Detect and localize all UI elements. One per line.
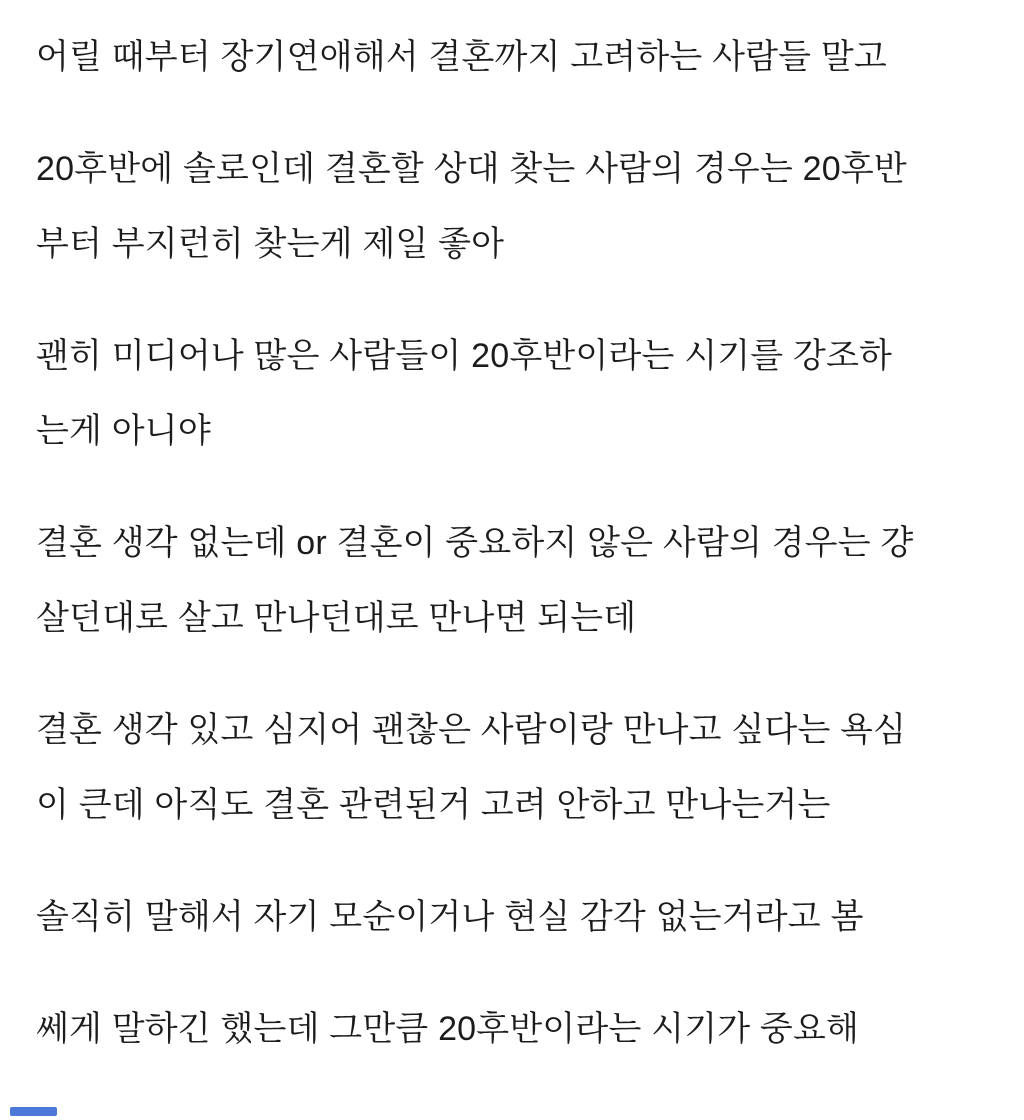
text-line: 어릴 때부터 장기연애해서 결혼까지 고려하는 사람들 말고 <box>36 38 887 76</box>
paragraph <box>36 880 994 955</box>
text-line: 괜히 미디어나 많은 사람들이 20후반이라는 시기를 강조하 <box>36 337 893 375</box>
text-line: 는게 아니야 <box>36 412 211 450</box>
paragraph <box>36 693 994 843</box>
paragraph <box>36 319 994 469</box>
text-line: 솔직히 말해서 자기 모순이거나 현실 감각 없는거라고 봄 <box>36 898 864 936</box>
text-line: 살던대로 살고 만나던대로 만나면 되는데 <box>36 599 637 637</box>
text-line: 결혼 생각 있고 심지어 괜찮은 사람이랑 만나고 싶다는 욕심 <box>36 711 907 749</box>
text-line: 쎄게 말하긴 했는데 그만큼 20후반이라는 시기가 중요해 <box>36 1010 860 1048</box>
paragraph <box>36 506 994 656</box>
text-line: 20후반에 솔로인데 결혼할 상대 찾는 사람의 경우는 20후반 <box>36 150 907 188</box>
text-line: 결혼 생각 없는데 or 결혼이 중요하지 않은 사람의 경우는 걍 <box>36 524 914 562</box>
paragraph <box>36 992 994 1067</box>
paragraph <box>36 20 994 95</box>
paragraph <box>36 132 994 282</box>
text-line: 부터 부지런히 찾는게 제일 좋아 <box>36 225 505 263</box>
text-line: 이 큰데 아직도 결혼 관련된거 고려 안하고 만나는거는 <box>36 786 831 824</box>
scroll-indicator-bar[interactable] <box>10 1107 57 1116</box>
